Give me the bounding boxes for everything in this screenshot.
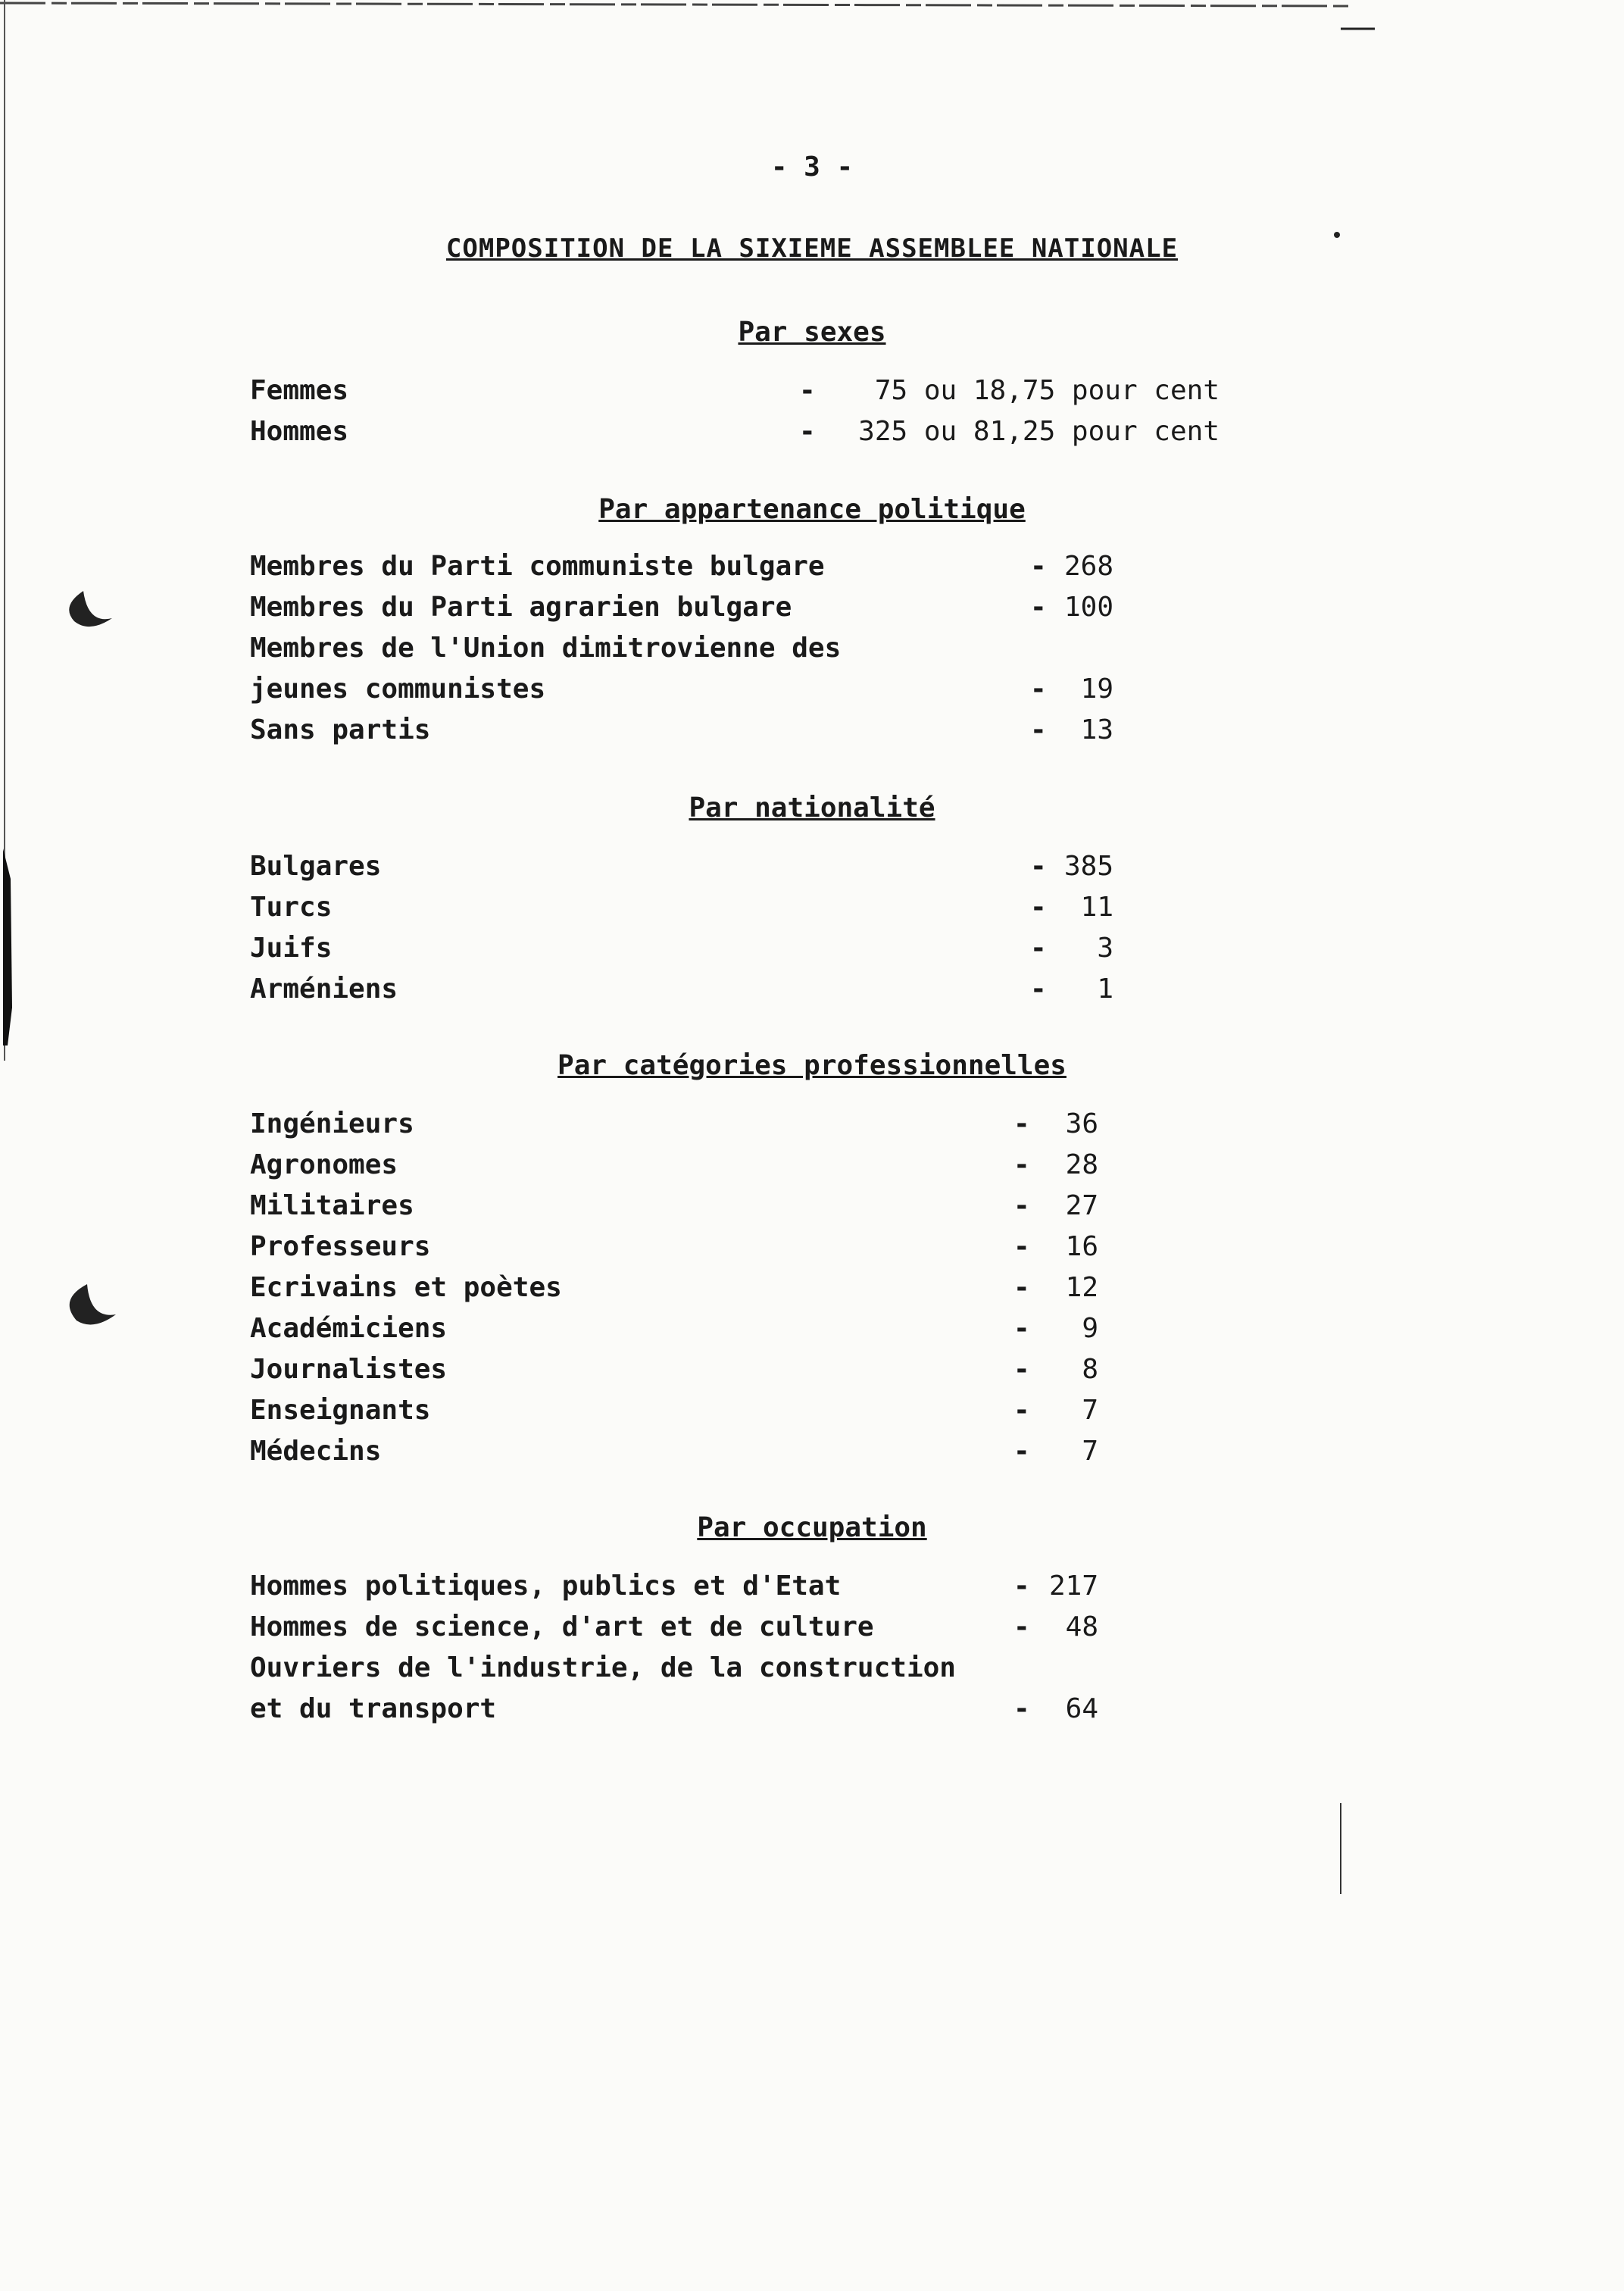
row-dash: - [1013, 1190, 1030, 1221]
row-label: Hommes politiques, publics et d'Etat [250, 1571, 842, 1602]
row-value: 13 [1080, 714, 1113, 745]
row-label: Membres de l'Union dimitrovienne des [250, 633, 842, 664]
table-row [0, 412, 1363, 452]
row-dash: - [1013, 1354, 1030, 1385]
row-label: Juifs [250, 933, 333, 964]
row-label: Hommes de science, d'art et de culture [250, 1611, 874, 1642]
row-dash: - [1013, 1611, 1030, 1642]
row-label: Hommes [250, 416, 349, 447]
row-dash: - [1013, 1108, 1030, 1139]
page-number: - 3 - [770, 152, 854, 183]
row-value: 48 [1065, 1611, 1098, 1642]
row-dash: - [1013, 1313, 1030, 1344]
row-value: 19 [1080, 674, 1113, 705]
row-label: Ingénieurs [250, 1108, 414, 1139]
row-value: 27 [1065, 1190, 1098, 1221]
table-row [0, 1432, 1363, 1471]
row-dash: - [1030, 714, 1047, 745]
table-row [0, 888, 1363, 927]
row-dash: - [1013, 1395, 1030, 1426]
row-value: 217 [1048, 1571, 1098, 1602]
row-label: Sans partis [250, 714, 431, 745]
row-value: 385 [1063, 851, 1113, 882]
section-heading-politique: Par appartenance politique [598, 494, 1026, 525]
row-dash: - [1030, 551, 1047, 582]
row-label: Professeurs [250, 1231, 431, 1262]
row-value: 75 ou 18,75 pour cent [874, 375, 1220, 406]
row-label: Arméniens [250, 974, 398, 1005]
row-value: 100 [1063, 592, 1113, 623]
table-row [0, 1186, 1363, 1226]
top-edge-line [0, 3, 1348, 6]
row-value: 11 [1080, 892, 1113, 923]
table-row [0, 629, 1363, 668]
table-row [0, 670, 1363, 709]
row-dash: - [1030, 674, 1047, 705]
table-row [0, 970, 1363, 1009]
row-label: Bulgares [250, 851, 382, 882]
row-value: 16 [1065, 1231, 1098, 1262]
row-value: 64 [1065, 1693, 1098, 1724]
row-value: 1 [1097, 974, 1113, 1005]
row-dash: - [1013, 1693, 1030, 1724]
table-row [0, 1649, 1363, 1688]
row-value: 28 [1065, 1149, 1098, 1180]
row-label: Enseignants [250, 1395, 431, 1426]
row-dash: - [1013, 1231, 1030, 1262]
row-value: 7 [1082, 1395, 1098, 1426]
table-row [0, 371, 1363, 411]
table-row [0, 1268, 1363, 1308]
row-value: 3 [1097, 933, 1113, 964]
row-value: 7 [1082, 1436, 1098, 1467]
row-dash: - [1030, 892, 1047, 923]
row-value: 12 [1065, 1272, 1098, 1303]
row-label: Membres du Parti agrarien bulgare [250, 592, 792, 623]
document-title: COMPOSITION DE LA SIXIEME ASSEMBLEE NATIONALE [445, 233, 1179, 264]
table-row [0, 1227, 1363, 1267]
row-label: Turcs [250, 892, 333, 923]
table-row [0, 1608, 1363, 1647]
row-label: Femmes [250, 375, 349, 406]
row-label: Journalistes [250, 1354, 448, 1385]
section-heading-professions: Par catégories professionnelles [557, 1050, 1067, 1081]
table-row [0, 547, 1363, 586]
row-label: Agronomes [250, 1149, 398, 1180]
row-label: Militaires [250, 1190, 414, 1221]
row-dash: - [1030, 974, 1047, 1005]
section-heading-nationalite: Par nationalité [689, 792, 935, 824]
table-row [0, 1391, 1363, 1430]
row-label: et du transport [250, 1693, 497, 1724]
table-row [0, 1350, 1363, 1389]
row-label: Médecins [250, 1436, 382, 1467]
row-dash: - [1013, 1149, 1030, 1180]
row-dash: - [1030, 851, 1047, 882]
table-row [0, 847, 1363, 886]
row-label: jeunes communistes [250, 674, 546, 705]
section-heading-occupation: Par occupation [697, 1512, 927, 1543]
row-dash: - [1030, 933, 1047, 964]
row-dash: - [1013, 1436, 1030, 1467]
row-value: 325 ou 81,25 pour cent [858, 416, 1220, 447]
row-dash: - [1013, 1571, 1030, 1602]
row-value: 36 [1065, 1108, 1098, 1139]
table-row [0, 1146, 1363, 1185]
table-row [0, 929, 1363, 968]
table-row [0, 1689, 1363, 1729]
row-dash: - [799, 416, 816, 447]
row-label: Académiciens [250, 1313, 448, 1344]
table-row [0, 1567, 1363, 1606]
table-row [0, 1309, 1363, 1349]
table-row [0, 711, 1363, 750]
row-dash: - [1030, 592, 1047, 623]
row-value: 9 [1082, 1313, 1098, 1344]
row-dash: - [799, 375, 816, 406]
row-value: 8 [1082, 1354, 1098, 1385]
row-label: Ouvriers de l'industrie, de la construction [250, 1652, 956, 1683]
table-row [0, 588, 1363, 627]
row-label: Ecrivains et poètes [250, 1272, 562, 1303]
table-row [0, 1105, 1363, 1144]
row-label: Membres du Parti communiste bulgare [250, 551, 825, 582]
row-dash: - [1013, 1272, 1030, 1303]
section-heading-sexes: Par sexes [738, 317, 886, 348]
row-value: 268 [1063, 551, 1113, 582]
